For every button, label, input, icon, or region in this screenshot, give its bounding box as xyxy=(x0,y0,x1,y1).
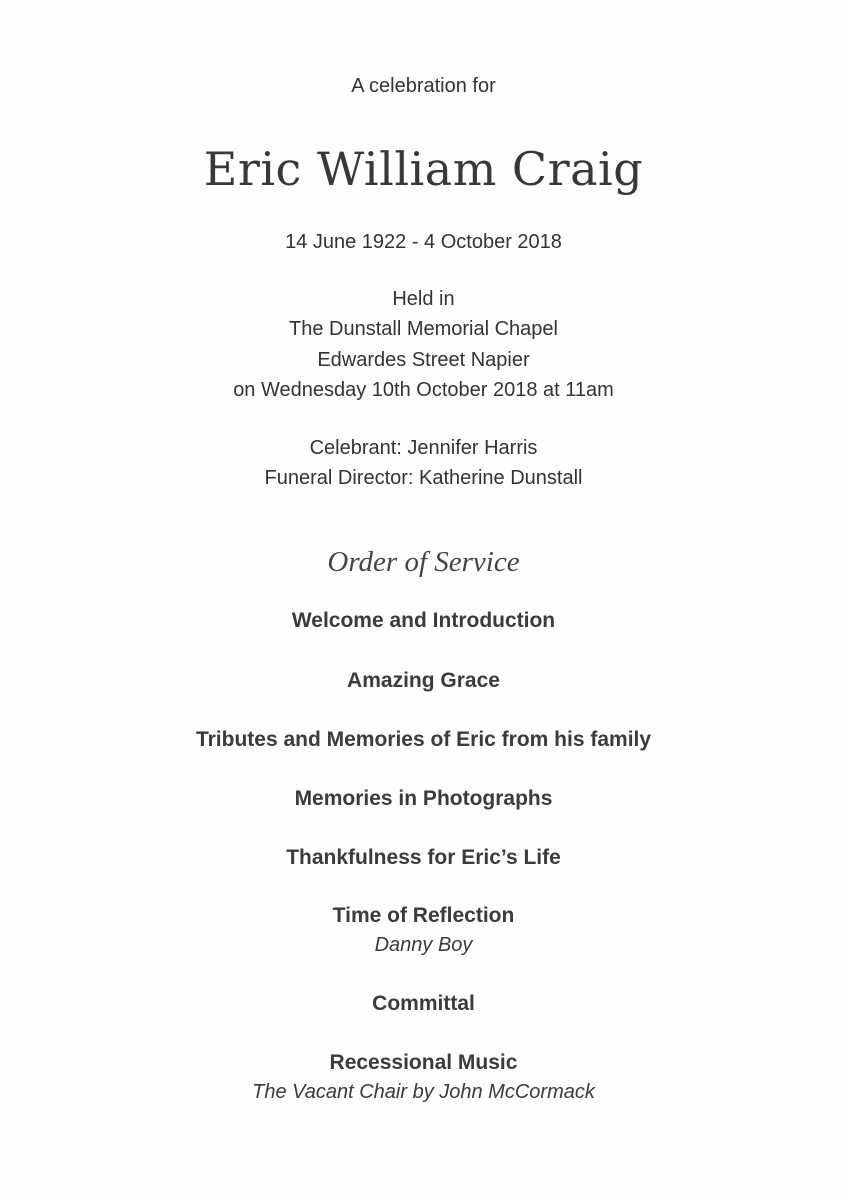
funeral-director: Funeral Director: Katherine Dunstall xyxy=(264,467,583,489)
venue-chapel: The Dunstall Memorial Chapel xyxy=(288,318,558,340)
venue-date-time: on Wednesday 10th October 2018 at 11am xyxy=(233,379,614,401)
life-dates: 14 June 1922 - 4 October 2018 xyxy=(285,231,562,253)
service-item-recessional-music: The Vacant Chair by John McCormack xyxy=(252,1081,595,1103)
service-item-recessional: Recessional Music xyxy=(329,1051,518,1074)
service-item-thankfulness: Thankfulness for Eric’s Life xyxy=(286,846,561,869)
order-of-service-title: Order of Service xyxy=(327,546,520,578)
venue-street: Edwardes Street Napier xyxy=(317,349,530,371)
venue-held-in: Held in xyxy=(392,288,455,310)
deceased-name: Eric William Craig xyxy=(203,142,644,196)
service-item-reflection-music: Danny Boy xyxy=(374,934,473,956)
intro-text: A celebration for xyxy=(351,75,496,97)
service-item-committal: Committal xyxy=(372,992,475,1015)
service-item-welcome: Welcome and Introduction xyxy=(291,609,556,632)
celebrant: Celebrant: Jennifer Harris xyxy=(309,437,538,459)
service-item-amazing-grace: Amazing Grace xyxy=(347,669,500,692)
service-item-tributes: Tributes and Memories of Eric from his family xyxy=(195,728,652,751)
service-item-photographs: Memories in Photographs xyxy=(294,787,553,810)
service-item-reflection: Time of Reflection xyxy=(332,904,515,927)
